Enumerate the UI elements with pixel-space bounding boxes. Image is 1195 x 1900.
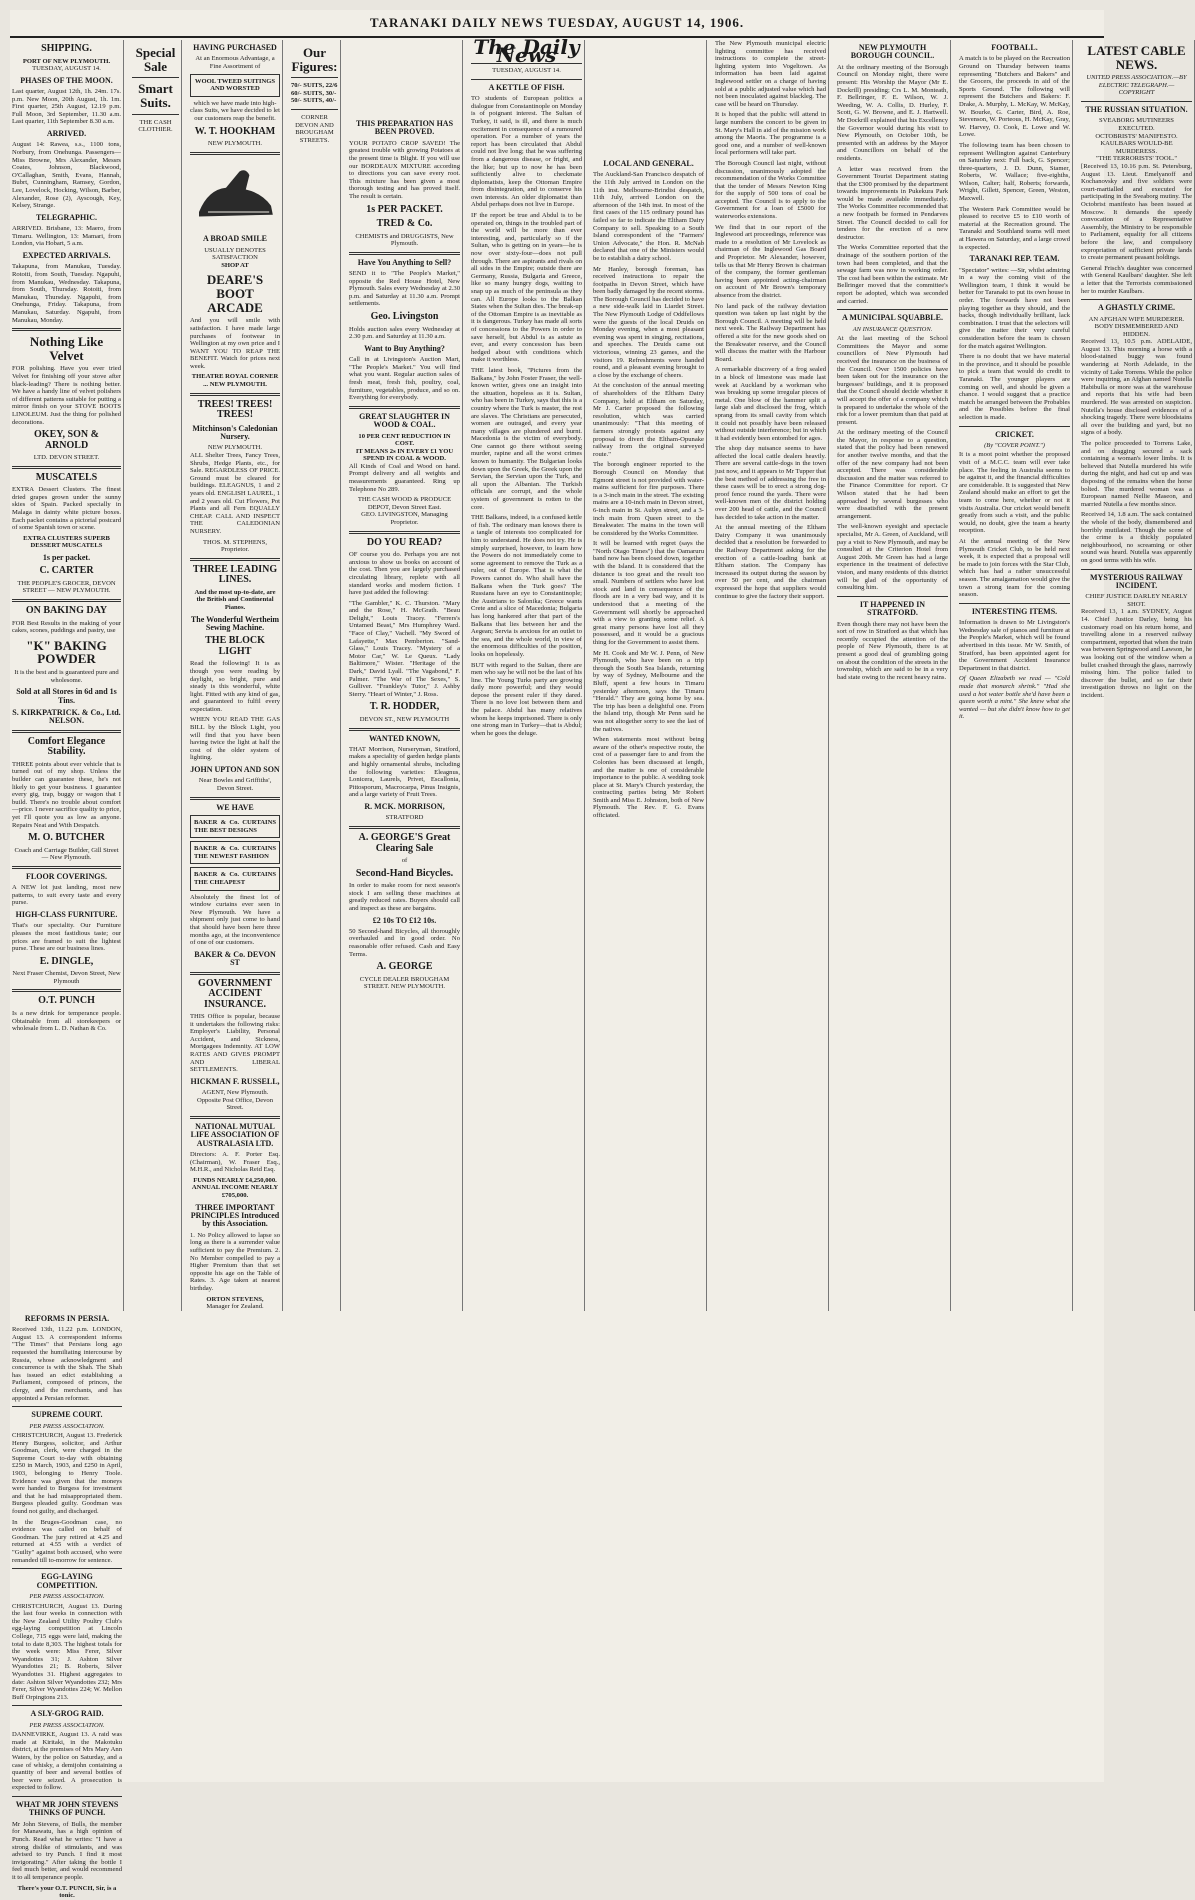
morrison-sub: STRATFORD xyxy=(385,814,424,822)
our-figures-heading: Our Figures: xyxy=(291,45,338,74)
baking-sub: It is the best and is guaranteed pure and wholesome. xyxy=(14,669,119,684)
expected-text: Takapuna, from Manukau, Tuesday. Rotoiti, from South, Tuesday. Ngapuhi, from Manukau, Wednesday. Takapuna, from South, Thursday. Rotoiti, from Manukau, Thursday. Ngapuhi, from Onehunga, Friday. Takapuna, from Manukau, Saturday. Ngapuhi, from Manukau, Monday. xyxy=(12,263,121,324)
divider xyxy=(190,797,280,800)
crime-subhead: AN AFGHAN WIFE MURDERER. xyxy=(1088,315,1185,323)
divider xyxy=(349,406,460,409)
cricket-sub: (By "COVER POINT.") xyxy=(984,441,1045,449)
read-heading: DO YOU READ? xyxy=(366,536,443,548)
deare-heading: DEARE'S BOOT ARCADE xyxy=(206,272,264,315)
upton-heading: JOHN UPTON AND SON xyxy=(190,765,280,775)
russia-subhead: OCTOBRISTS' MANIFESTO. xyxy=(1095,132,1178,140)
floor-text: A NEW lot just landing, most new patterns, to suit every taste and every purse. xyxy=(12,884,121,907)
divider xyxy=(349,728,460,731)
newspaper-page xyxy=(10,10,1192,1900)
column-grid xyxy=(10,35,1192,1900)
column-advertisements-a xyxy=(188,40,283,1311)
divider xyxy=(12,328,121,331)
figure-row xyxy=(291,82,338,90)
football-text: The following team has been chosen to represent Wellington against Canterbury on Saturday next: Full back, G. Spencer; three-quarters, J. D. Dunn, Stamer, Roberts, W. Wallace; five-eighths, Wilson, Calter; half, Roberts; forwards, Wright, Gillett, Spencer, Green, Weston, Maxwell. xyxy=(959,141,1070,203)
block-light-heading: THE BLOCK LIGHT xyxy=(205,635,265,657)
column-editorial xyxy=(469,35,585,1311)
crime-text: Received 13, 10.5 p.m. ADELAIDE, August 13. This morning a horse with a blood-stained buggy was found wandering at North Adelaide, in the vicinity of Lake Torrens. While the police were inquiring, an Afghan named Nutella Habibulla or more was at the warehouse and reports that his wife had been murdered. He was arrested on suspicion. Nutella's house disclosed evidences of a shocking tragedy. There were bloodstains all over the building and yard, but no signs of a body. xyxy=(1081,338,1192,437)
council-text: At the ordinary meeting of the Borough Council on Monday night, there were present: His Worship the Mayor (Mr E. Dockrill) presiding; Crs L. M. Monteath, F. Bellringer, F. E. Wilson, W. J. Weeding, W. A. Collis, D. Hurley, F. Scott, G. W. Browne, and E. J. Hartwell. Mr Dockrill explained that his Excellency the Governor would during his visit to New Plymouth, on October 10th, be presented with an address by the Mayor and Councillors on behalf of the residents. xyxy=(837,63,948,162)
column-sport xyxy=(957,40,1073,1311)
woollens-box: WOOL TWEED SUITINGS AND WORSTED xyxy=(190,74,280,97)
russia-text: General Frisch's daughter was concerned with General Kaulbars' daughter. She left a letter that the Terrorists commissioned her to murder Kaulbars. xyxy=(1081,264,1192,295)
govt-insurance-heading: GOVERNMENT ACCIDENT INSURANCE. xyxy=(198,977,272,1010)
purchased-more: which we have made into high-class Suits, we have decided to let our customers reap the benefit. xyxy=(190,99,280,122)
mutual-heading: NATIONAL MUTUAL LIFE ASSOCIATION OF AUSTRALASIA LTD. xyxy=(190,1121,280,1148)
railway-heading: MYSTERIOUS RAILWAY INCIDENT. xyxy=(1090,572,1183,590)
column-press-association xyxy=(10,1311,124,1900)
divider xyxy=(837,309,948,310)
shipping-date: TUESDAY, AUGUST 14. xyxy=(32,65,101,73)
sell-heading: Have You Anything to Sell? xyxy=(357,257,452,267)
punch-testimonial-heading: WHAT MR JOHN STEVENS THINKS OF PUNCH. xyxy=(15,1800,119,1818)
divider xyxy=(291,109,338,110)
hookham-sub: NEW PLYMOUTH. xyxy=(207,140,263,148)
mitchinson-location: NEW PLYMOUTH. xyxy=(207,444,263,452)
court-sub: PER PRESS ASSOCIATION. xyxy=(29,1422,105,1430)
wanted-heading: WANTED KNOWN, xyxy=(368,733,441,743)
court-text: CHRISTCHURCH, August 13. Frederick Henry Burgess, solicitor, and Arthur Goodman, clerk, were charged in the Supreme Court to-day with obtaining £250 in March, 1903, and £250 in April, 1903, belonging to Henry Toole. Evidence was given that the moneys were handed to Burgess for investment and that he had misappropriated them. Burgess pleaded guilty. Goodman was found not guilty, and discharged. xyxy=(12,1432,122,1516)
cable-sub: UNITED PRESS ASSOCIATION.—BY ELECTRIC TELEGRAPH.—COPYRIGHT xyxy=(1086,74,1187,97)
mitchinson-heading: Mitchinson's Caledonian Nursery. xyxy=(192,423,278,442)
livingston-heading: Geo. Livingston xyxy=(370,311,439,323)
column-shipping xyxy=(10,40,124,1311)
local-text: It is hoped that the public will attend in large numbers the concert to be given in St. Mary's Hall in aid of the mission work among the Maoris. The programme is a good one, and a number of well-known local performers will take part. xyxy=(715,111,826,157)
slaughter-pay: IT MEANS 2s IN EVERY £1 YOU SPEND IN COAL & WOOD. xyxy=(355,447,454,463)
interesting-text: Information is drawn to Mr Livingston's Wednesday sale of pianos and furniture at the People's Market, which will be found advertised in this issue. Mr W. Smith, of Stratford, has been appointed agent for the Government Accident Insurance Department in that district. xyxy=(959,619,1070,672)
george-of: of xyxy=(401,857,408,865)
cash-clothier: THE CASH CLOTHIER. xyxy=(138,118,173,134)
george-sign: A. GEORGE xyxy=(376,961,433,973)
divider xyxy=(190,558,280,561)
divider xyxy=(190,1116,280,1119)
divider xyxy=(190,393,280,396)
baker-text: Absolutely the finest lot of window curtains ever seen in New Plymouth. We have a shipment only just come to hand that should have been here three months ago, at the inconvenience of one of our customers. xyxy=(190,893,280,947)
velvet-heading: Nothing Like Velvet xyxy=(29,334,104,363)
divider xyxy=(12,989,121,992)
tred-sub: CHEMISTS and DRUGGISTS, New Plymouth. xyxy=(355,232,454,248)
figure-price: 60/- xyxy=(291,89,302,97)
divider xyxy=(12,1406,122,1407)
figure-row xyxy=(291,97,338,105)
column-special-sale xyxy=(130,40,182,1311)
court-heading: SUPREME COURT. xyxy=(31,1410,103,1420)
squabble-heading: A MUNICIPAL SQUABBLE. xyxy=(842,313,943,323)
furniture-text: That's our speciality. Our Furniture pleases the most fastidious taste; our prices are framed to suit the lightest purse. These are our business lines. xyxy=(12,922,121,953)
carter-sub: THE PEOPLE'S GROCER, DEVON STREET — NEW PLYMOUTH. xyxy=(17,579,116,595)
grog-sub: PER PRESS ASSOCIATION. xyxy=(29,1721,105,1729)
muscatels-price: 1s per packet. xyxy=(42,552,91,562)
george-price: £2 10s TO £12 10s. xyxy=(372,915,437,925)
divider xyxy=(12,1796,122,1797)
velvet-text: FOR polishing. Have you ever tried Velvet for finishing off your stove after black-leading? There is nothing better. We have a handy line of velvet polishers of different patterns suitable for putting a mirror finish on your STOVE BOOTS LINOLEUM. Just the thing for polished decorations. xyxy=(12,365,121,426)
hickman-sub: AGENT, New Plymouth. Opposite Post Office, Devon Street. xyxy=(196,1089,274,1112)
local-text: At the conclusion of the annual meeting of shareholders of the Eltham Dairy Company, held at Eltham on Saturday, Mr J. Carter proposed the following resolution, which was carried unanimously: "That this meeting of farmers strongly protests against any proposal to divert the Eltham-Opunake railway from the original surveyed route." xyxy=(593,382,704,458)
council-text: The Works Committee reported that the drainage of the southern portion of the town had been completed, and that the sewage farm was now in working order. The cost had been within the estimate. Mr Bellringer moved that the committee's report be adopted, which was seconded and carried. xyxy=(837,244,948,305)
local-text: The shop day nuisance seems to have affected the local cattle dealers heavily. There are several cattle-dogs in the town just now, and it appears to Mr Tupper that the best method of addressing the free in these cases will be to erect a strong dog-proof fence round the yards. There were well-known men of the district holding over 200 head of cattle, and the Council has decided to take action in the matter. xyxy=(715,445,826,521)
k-baking-powder: "K" BAKING POWDER xyxy=(26,637,107,667)
buy-heading: Want to Buy Anything? xyxy=(364,343,445,353)
slaughter-company: THE CASH WOOD & PRODUCE DEPOT, Devon Street East. xyxy=(357,496,452,511)
divider xyxy=(132,114,179,115)
baking-heading: ON BAKING DAY xyxy=(25,605,108,617)
column-our-figures xyxy=(289,40,341,1311)
crime-subhead: BODY DISMEMBERED AND HIDDEN. xyxy=(1094,323,1179,338)
local-text: The borough engineer reported to the Borough Council on Monday that Egmont street is not provided with water-mains sufficient for fire purposes. There is a 3-inch main in the street. The existing mains are a 10-inch main in Devon street, 6-inch main in St. Aubyn street, and a 3-inch main from Queen street to the Breakwater. The mains in the town will be considered by the Works Committee. xyxy=(593,461,704,537)
moon-heading: PHASES OF THE MOON. xyxy=(20,75,113,85)
persia-heading: REFORMS IN PERSIA. xyxy=(24,1313,110,1323)
punch-heading: O.T. PUNCH xyxy=(38,995,95,1007)
muscatels-heading: MUSCATELS xyxy=(35,471,98,483)
preparation-heading: THIS PREPARATION HAS BEEN PROVED. xyxy=(355,119,454,137)
divider xyxy=(1081,101,1192,102)
preparation-price: 1s PER PACKET. xyxy=(366,203,443,215)
crime-text: The police proceeded to Torrens Lake, and on dragging secured a sack containing a woman's lower limbs. It is believed that Nutella murdered his wife during the night, and had cut up and was disposing of the remains when the horse bolted. The murdered woman was a European named Nellie Maseon, and married Nutella a few months since. xyxy=(1081,440,1192,508)
divider xyxy=(291,77,338,78)
column-cable-news xyxy=(1079,40,1195,1311)
moon-text: Last quarter, August 12th, 1h. 24m. 17s. p.m. New Moon, 20th August, 1h. 1m. First quarter, 25th August, 12.19 p.m. Full Moon, 3rd September, 11.30 a.m. Last quarter, 11th September 8.30 a.m. xyxy=(12,88,121,126)
russia-subhead: SVEABORG MUTINEERS EXECUTED. xyxy=(1099,117,1174,133)
kettle-text: TO students of European politics a dialogue from Constantinople on Monday is of poignant interest. The Sultan of Turkey, it said, is ill, and there is much excitement in consequence of a rumoured operation. For a number of years the report has been circulated that Abdul could not live long; that he was suffering from a dangerous disease, or fright, and the like; but up to now he has been sufficiently alive to checkmate diplomatists, keep the Ottoman Empire from disintegration, and to conserve his own interests. An older diplomatist than Abdul perhaps does not live in Europe. xyxy=(471,95,582,209)
divider xyxy=(12,599,121,602)
interesting-heading: INTERESTING ITEMS. xyxy=(971,606,1058,616)
taranaki-heading: TARANAKI REP. TEAM. xyxy=(969,254,1060,264)
preparation-text: YOUR POTATO CROP SAVED! The greatest trouble with growing Potatoes at the present time is Blight. If you will use our BORDEAUX MIXTURE according to directions you can save every root. This mixture has been given a most thorough testing and has proved itself. The result is certain. xyxy=(349,139,460,200)
column-local-general xyxy=(591,40,707,1311)
smart-suits-heading: Smart Suits. xyxy=(138,81,173,110)
railway-text: Received 13, 1 a.m. SYDNEY, August 14. Chief Justice Darley, being his customary road on his return home, and travelling alone in a reserved railway compartment, reported that when the train was between Springwood and Lawson, he was looking out of the window when a bullet crashed through the glass, narrowly missing him. The police failed to discover the bullet, and so far their investigation throws no light on the incident. xyxy=(1081,608,1192,699)
council-text: A letter was received from the Government Tourist Department stating that the £300 promised by the department towards improvements in Pukekura Park would be made available immediately. The Works Committee recommended that a new footpath be formed in Pendarves Street. The Council decided to call for tenders for the erection of a new destructor. xyxy=(837,165,948,241)
cricket-heading: CRICKET. xyxy=(995,429,1034,439)
wanted-text: THAT Morrison, Nurseryman, Stratford, makes a speciality of garden hedge plants and highly ornamental shrubs, including the following varieties: Eleagnus, Lonicera, Laurels, Privet, Escallonia, Pittosporum, Macrocarpa, Pinus Insignis, and a large variety of Fruit Trees. xyxy=(349,745,460,799)
divider xyxy=(837,596,948,597)
divider xyxy=(349,826,460,829)
deare-text: And you will smile with satisfaction. I have made large purchases of footwear in Wellington at my own price and I WANT YOU TO REAP THE BENEFIT. Watch for prices next week. xyxy=(190,317,280,370)
divider xyxy=(12,866,121,869)
figure-row xyxy=(291,90,338,98)
local-text: The Borough Council last night, without discussion, unanimously adopted the recommendation of the Works Committee that the tender of Messrs Newton King for the supply of 500 tons of coal be accepted. The Council is to apply to the Government for a loan of £5000 for waterworks extensions. xyxy=(715,159,826,221)
editorial-date: TUESDAY, AUGUST 14. xyxy=(492,67,561,75)
persia-text: Received 13th, 11.22 p.m. LONDON, August 13. A correspondent informs "The Times" that Persians long ago requested the humiliating intercourse by Russia, whose acknowledgment and concurrence is with the Shah. The Shah has issued an edict establishing a Parliament, composed of princes, the clergy, and the merchants, and has appointed a Persian reformer. xyxy=(12,1326,122,1402)
trees-heading: TREES! TREES! TREES! xyxy=(197,398,273,421)
football-text: The Western Park Committee would be pleased to receive £5 to £10 worth of material at the Recreation ground. The Taranaki and Southland teams will meet at Hawera on Saturday, and a large crowd is expected. xyxy=(959,205,1070,251)
tred-heading: TRED & Co. xyxy=(376,218,433,230)
muscatels-text: EXTRA Dessert Clusters. The finest dried grapes grown under the sunny skies of Spain. Packed specially in Malaga in dainty white picture boxes. Each packet contains a pictorial postcard of some Spanish town or scene. xyxy=(12,486,121,532)
divider xyxy=(12,1568,122,1569)
taranaki-text: There is no doubt that we have material in the province, and it should be possible to pick a team that would do credit to Taranaki. The younger players are coming on well, and should be given a chance. I would suggest that a practice match be arranged between the Probables and the Possibles before the final selection is made. xyxy=(959,353,1070,421)
cable-heading: LATEST CABLE NEWS. xyxy=(1087,43,1186,72)
figure-suits: SUITS, 22/6 xyxy=(303,82,338,90)
three-lines-heading: THREE LEADING LINES. xyxy=(192,563,278,586)
telegraphic-text: ARRIVED. Brisbane, 13: Maero, from Timaru. Wellington, 13: Mamari, from London, via Hobart, 5 a.m. xyxy=(12,225,121,248)
morrison-heading: R. MCK. MORRISON, xyxy=(364,802,445,812)
baker-row: BAKER & Co. CURTAINS THE NEWEST FASHION xyxy=(190,841,280,864)
grog-text: DANNEVIRKE, August 13. A raid was made at Kiritaki, in the Makotuku district, at the premises of Mrs Mary Ann Waters, by the police on Saturday, and a case of whisky, a demijohn containing a quantity of beer and several bottles of beer were seized. A prosecution is expected to follow. xyxy=(12,1731,122,1792)
shipping-heading: SHIPPING. xyxy=(41,43,92,54)
livingston-text: Holds auction sales every Wednesday at 2.30 p.m. and Saturday at 11.30 a.m. xyxy=(349,325,460,341)
divider xyxy=(471,79,582,80)
slaughter-sub: 10 PER CENT REDUCTION IN COST. xyxy=(358,432,451,448)
dingle-sub: Next Fraser Chemist, Devon Street, New Plymouth xyxy=(12,970,121,985)
baker-row: BAKER & Co. CURTAINS THE CHEAPEST xyxy=(190,867,280,890)
squabble-sub: AN INSURANCE QUESTION. xyxy=(852,325,933,333)
boot-illustration xyxy=(190,159,280,229)
trees-text: ALL Shelter Trees, Fancy Trees, Shrubs, Hedge Plants, etc., for Sale. REGARDLESS OF PRICE. Ground must be cleared for buildings. ELEAGNUS, 1 and 2 years old. ENGLISH LAUREL, 1 and 2 years old. Cut Flowers, Pot Plants and all Fern EQUALLY CHEAP. CALL AND INSPECT THE CALEDONIAN NURSERY. xyxy=(190,452,280,535)
egg-heading: EGG-LAYING COMPETITION. xyxy=(36,1572,98,1590)
special-sale-heading: Special Sale xyxy=(135,45,176,74)
purchased-text: At an Enormous Advantage, a Fine Assortment of xyxy=(195,55,275,70)
column-borough-council xyxy=(835,40,951,1311)
hookham-heading: W. T. HOOKHAM xyxy=(194,125,276,137)
cricket-text: It is a moot point whether the proposed visit of a M.C.C. team will ever take place. The feeling in Australia seems to be against it, and the financial difficulties are considerable. It is suggested that New Zealand should make an effort to get the team to come here, whether or not it visits Australia. Our cricket would benefit greatly from such a visit, and the public would, no doubt, give the team a hearty reception. xyxy=(959,451,1070,535)
arrived-heading: ARRIVED. xyxy=(46,129,87,139)
slaughter-sign: GEO. LIVINGSTON, Managing Proprietor. xyxy=(361,511,448,527)
hodder-sub: DEVON ST., NEW PLYMOUTH xyxy=(359,715,450,723)
punch-text: Is a new drink for temperance people. Obtainable from all storekeepers or wholesale from L. D. Nathan & Co. xyxy=(12,1009,121,1033)
local-text: No land pack of the railway deviation question was taken up last night by the Borough Council. A meeting will be held next week. The Railway Department has offered a site for the new goods shed on the Breakwater reserve, and the Council will discuss the matter with the Harbour Board. xyxy=(715,302,826,363)
baker-row: BAKER & Co. CURTAINS THE BEST DESIGNS xyxy=(190,815,280,838)
football-heading: FOOTBALL. xyxy=(991,43,1038,52)
figure-price: 70/- xyxy=(291,82,302,90)
divider xyxy=(190,972,280,975)
principles-heading: THREE IMPORTANT PRINCIPLES Introduced by this Association. xyxy=(190,1202,280,1229)
egg-sub: PER PRESS ASSOCIATION. xyxy=(29,1592,105,1600)
divider xyxy=(12,466,121,469)
poem-text: Of Queen Elizabeth we read — "Cold made that monarch shrink." "Had she used a hot water bottle she'd have been a queen worth a mint." She knew what she wanted — but she didn't know how to get it. xyxy=(959,675,1070,721)
kettle-heading: A KETTLE OF FISH. xyxy=(488,82,565,92)
local-text: Mr Hanley, borough foreman, has received instructions to repair the footpaths in Devon Street, which have been badly damaged by the recent storms. The Borough Council has decided to have a new side-walk laid in Liardet Street. The New Plymouth Lodge of Oddfellows were the guests of the local Druids on Monday evening, when a most pleasant evening was spent in singing, recitations, and speeches. The Druids came out victorious, winning 23 games, and the visitors 19. Refreshments were handed round, and a pleasant evening brought to a close by the exchange of cheers. xyxy=(593,265,704,379)
divider xyxy=(12,1705,122,1706)
orton-heading: ORTON STEVENS, xyxy=(206,1295,264,1303)
george-heading: A. GEORGE'S Great Clearing Sale xyxy=(358,832,451,854)
russia-text: [Received 13, 10.16 p.m. St. Petersburg, August 13. Lieut. Emelyanoff and Kochanovsky and five soldiers were court-martialled and executed for participating in the Sveaborg mutiny. The Octobrist manifesto has been issued at Moscow. It demands the speedy convocation of a Representative Assembly, the Ministry to be responsible to Parliament, equality for all citizens before the law, and compulsory expropriation of sufficient private lands to create permanent peasant holdings. xyxy=(1081,163,1192,262)
cricket-text: At the annual meeting of the New Plymouth Cricket Club, to be held next week, it is expected that a proposal will be made to join forces with the Star Club, which has had a rather unsuccessful season. The amalgamation would give the town a strong team for the coming season. xyxy=(959,538,1070,599)
govt-insurance-text: THIS Office is popular, because it undertakes the following risks: Employer's Liability, Personal Accident, and Sickness, Mortgagees Indemnity. AT LOW RATES AND GIVES PROMPT AND LIBERAL SETTLEMENTS. xyxy=(190,1013,280,1074)
council-heading: NEW PLYMOUTH BOROUGH COUNCIL. xyxy=(850,43,935,61)
carter-heading: C. CARTER xyxy=(39,565,94,577)
baker-heading: WE HAVE xyxy=(216,802,254,812)
okey-sub: LTD. DEVON STREET. xyxy=(33,454,100,462)
kirkpatrick-heading: S. KIRKPATRICK. & Co., Ltd. NELSON. xyxy=(12,707,121,726)
divider xyxy=(190,152,280,155)
comfort-heading: Comfort Elegance Stability. xyxy=(27,735,106,758)
local-text: We find that in our report of the Inglewood art proceedings, reference was made to a resolution of Mr Lovelock as chairman of the Inglewood Gas Board and Proprietor. Mr Alexander, however, tells us that Mr Henry Brown is chairman of the company, the former gentleman having been appointed acting-chairman on account of Mr Brown's temporary absence from the district. xyxy=(715,223,826,299)
punch-testimonial-text: Mr John Stevens, of Bulls, the member for Manawatu, has a high opinion of Punch. Read what he writes: "I have a strong dislike of stimulants, and was advised to try Punch. I find it most invigorating." After taking the bottle I feel much better, and would recommend it to all temperance people. xyxy=(12,1820,122,1881)
kettle-text: THE latest book, "Pictures from the Balkans," by John Foster Fraser, the well-known writer, gives one an insight into the situation, hopeless as it is. Sultan, who has been in Turkey, says that this is a country where the Turk is master, the rest are slaves. The Christians are persecuted, women are outraged, and every year many villages are plundered and burnt. Macedonia is the victim of everybody. One cannot go there without seeing murder, rapine and all the worst crimes known to humanity. The Bulgarian looks down upon the Greek, the Greek upon the Servian, the Servian upon the Turk, and all upon the Albanian. The Turkish officials are corrupt, and the whole system of government is rotten to the core. xyxy=(471,366,582,511)
furniture-heading: HIGH-CLASS FURNITURE. xyxy=(15,909,118,919)
okey-heading: OKEY, SON & ARNOLD xyxy=(34,429,99,451)
three-lines-text: And the most up-to-date, are the British and Continental Pianos. xyxy=(194,588,276,611)
baking-sold: Sold at all Stores in 6d and 1s Tins. xyxy=(16,687,117,705)
mutual-income: ANNUAL INCOME NEARLY £705,000. xyxy=(191,1184,279,1200)
trees-sign: THOS. M. STEPHENS, Proprietor. xyxy=(203,538,267,554)
wertheim-heading: The Wonderful Wertheim Sewing Machine. xyxy=(190,614,280,632)
local-text: Mr H. Cook and Mr W. J. Penn, of New Plymouth, who have been on a trip through the South Sea Islands, returning by way of Sydney, Melbourne and the Bluff, spent a few hours in Timaru yesterday afternoon, says the Timaru "Herald." They are going home by sea. The trip has been a delightful one. From the Island trip, though Mr Penn said he was not altogether sorry to see the last of the natives. xyxy=(593,649,704,733)
hickman-heading: HICKMAN F. RUSSELL, xyxy=(190,1076,280,1086)
crime-heading: A GHASTLY CRIME. xyxy=(1098,303,1175,313)
russia-subhead: KAULBARS WOULD-BE MURDERESS. xyxy=(1100,140,1173,155)
punch-tail: There's your O.T. PUNCH, Sir, is a tonic. xyxy=(17,1884,117,1900)
figure-suits: SUITS, 40/- xyxy=(303,97,337,105)
corner-address: CORNER DEVON AND BROUGHAM STREETS. xyxy=(295,114,334,144)
egg-text: CHRISTCHURCH, August 13. During the last four weeks in connection with the New Zealand Utility Poultry Club's egg-laying competition at Lincoln College, 715 eggs were laid, making the total to date 8,303. The highest totals for the week were: Miss Ferer, Silver Wyandottes 31; J. Ashton Silver Wyandottes 21; B. Roberts, Silver Wyandottes 31. Highest aggregates to date: Ashton Silver Wyandottes 232; Mrs Ferer, Silver Wyandottes 224; W. Mellon Buff Orpingtons 213. xyxy=(12,1602,122,1701)
squabble-text: At the last meeting of the School Committees the Mayor and some councillors of New Plymouth had received the insurance on the business of the Council. Over 1500 policies have been taken out for the insurance on the burgesses' buildings, and it is proposed that the Council should decide whether it will accept the offer of a company which is prepared to undertake the whole of the risk for a lower premium than that paid at present. xyxy=(837,335,948,426)
telegraphic-heading: TELEGRAPHIC. xyxy=(35,212,98,222)
local-text: When statements most without being aware of the other's respective route, the cost of a passenger fare to and from the Colonies has been discussed at length, and the matter is one of considerable importance to the public. A wedding took place at St. Mary's Church yesterday, the contracting parties being Mr Robert Smith and Miss E. Johnston, both of New Plymouth. The Rev. F. G. Evans officiated. xyxy=(593,736,704,820)
comfort-text: THREE points about ever vehicle that is turned out of my shop. Unless the builder can guarantee these, he's not likely to get your business. I guarantee every gig, trap, buggy or wagon that I build. There's no trouble about comfort—price. I never sacrifice quality to price, yet I'll quote you as low as anyone. Repairs Neat and With Despatch. xyxy=(12,760,121,829)
principles-text: 1. No Policy allowed to lapse so long as there is a surrender value sufficient to pay the Premium. 2. No Member compelled to pay a Higher Premium than that set opposite his age on the Table of Rates. 3. Age taken at nearest birthday. xyxy=(190,1231,280,1292)
local-text: The Auckland-San Francisco despatch of the 11th July arrived in London on the 11th inst. Melbourne-Brindisi despatch, 11th July, arrived London on the afternoon of the 14th inst. In most of the first cases of the 115 ordinary pound has failed so far to indicate the Eltham Dairy Company to sell. Speaking to a South Island correspondent of the "Farmers' Union Advocate," the Hon. R. McNab declared that one of the Ministers would be to establish a dairy school. xyxy=(593,171,704,262)
stratford-heading: IT HAPPENED IN STRATFORD. xyxy=(859,599,926,618)
purchased-heading: HAVING PURCHASED xyxy=(193,43,277,52)
taranaki-text: "Spectator" writes: —Sir, whilst admiring in a way the coming visit of the Wellington team, I think it would be better for Taranaki to put its own house in order. The forwards have not been playing together as they should, and the backs, though individually brilliant, lack combination. I trust that the selectors will give the matter their very careful consideration before the team is chosen for the match against Wellington. xyxy=(959,266,1070,350)
smile-sub: USUALLY DENOTES SATISFACTION xyxy=(204,246,266,262)
divider xyxy=(349,531,460,534)
port-line: PORT OF NEW PLYMOUTH. xyxy=(22,57,111,65)
daily-news-title: The Daily News xyxy=(471,40,582,64)
kettle-text: THE Balkans, indeed, is a confused kettle of fish. The ordinary man knows there is a tangle of interests too complicated for him to understand. He does not try. He is simply surprised, however, to learn how the Powers do not immediately come to some agreement to remove the Turk as a ruler, out of Europe. That is what the Powers cannot do. Who shall have the Balkans when the Turk goes? The Russians have an eye to Constantinople; the Austrians to Salonika; Greece wants Crete and a slice of Macedonia; Bulgaria has long hankered after that part of the Balkans that lies between her and the Aegean; Servia is anxious for an outlet to the sea, and the whole world, in view of the enormous difficulties of the position, looks on hopelessly. xyxy=(471,514,582,658)
shop-at: SHOP AT xyxy=(221,261,249,269)
read-text: OF course you do. Perhaps you are not anxious to show us books on account of the cost. Then you are largely purchased circulating library, replete with all standard works and modern fiction. I have just added the following: xyxy=(349,551,460,597)
column-local-continued xyxy=(713,40,829,1311)
george-more: 50 Second-hand Bicycles, all thoroughly overhauled and in good order. No reasonable offer refused. Cash and Easy Terms. xyxy=(349,927,460,958)
divider xyxy=(349,252,460,255)
squabble-text: At the ordinary meeting of the Council the Mayor, in response to a question, stated that the policy had been renewed for another twelve months, and that the offer of the new company had not been accepted. There was considerable discussion and the matter was referred to the Finance Committee for report. Cr Wilson stated that he had been approached by several burgesses who were dissatisfied with the present arrangement. xyxy=(837,429,948,520)
mutual-funds: FUNDS NEARLY £4,250,000. xyxy=(193,1176,277,1184)
squabble-text: The well-known eyesight and spectacle specialist, Mr A. Green, of Auckland, will pay a visit to New Plymouth, and may be consulted at the Criterion Hotel from August 20th. Mr Green has had a large experience in the treatment of defective vision, and many residents of this district will be glad of the opportunity of consulting him. xyxy=(837,523,948,592)
read-list: "The Gambler," K. C. Thurston. "Mary and the Rose," H. McGrath. "Beau Delight," Louis Tracey. "Ferrers's Untamed Beast," Mrs Humphrey Ward. "Face of Clay," Vachell. "My Sword of Lafayette," Max Pemberton. "Sand-Glass," Louis Tracey. "Mystery of a Motor Car," W. Le Queux. "Lady Baltimore," Wister. "Heritage of the Dark," David Lyall. "The Vagabond," F. Palmer. "The War of The Sexes," S. Gulliver. "Frankley's Tutor," J. Ashby Sterry. "Heart of Winter," J. Ross. xyxy=(349,599,460,698)
george-address: CYCLE DEALER BROUGHAM STREET. NEW PLYMOUTH. xyxy=(359,975,450,991)
second-hand-heading: Second-Hand Bicycles. xyxy=(355,867,454,879)
grog-heading: A SLY-GROG RAID. xyxy=(30,1709,104,1719)
buy-text: Call in at Livingston's Auction Mart, "The People's Market." You will find what you want. Regular auction sales of fresh meat, fresh fish, poultry, coal, furniture, vegetables, produce, and so on. Everything for everybody. xyxy=(349,356,460,402)
orton-sub: Manager for Zealand. xyxy=(206,1303,264,1311)
local-text: The New Plymouth municipal electric lighting committee has received instructions to complete the street-lighting system into Vogeltown. As information has been laid against Inglewood settler on a charge of having sold at a public adjusted value which had not been inoculated against blackleg. The case will be heard on Thursday. xyxy=(715,40,826,108)
floor-heading: FLOOR COVERINGS. xyxy=(26,871,107,881)
block-light-text: Read the following! It is as though you were reading by daylight, so bright, pure and steady is this wonderful, white light. Fitted with any kind of gas, and guaranteed to fulfil every expectation. xyxy=(190,660,280,713)
divider xyxy=(1081,299,1192,300)
local-text: A remarkable discovery of a frog sealed in a block of limestone was made last week at Auckland by a workman who was breaking up some irregular pieces of metal. One blow of the hammer split a large slab and disclosed the frog, which sprang from its small cavity from which it could not possibly have been released without outside interference; but in which it had evidently been entombed for ages. xyxy=(715,366,826,442)
local-text: At the annual meeting of the Eltham Dairy Company it was unanimously decided that a resolution be forwarded to the Railway Department asking for the erection of a cattle-loading bank at Eltham station. The Company has increased its output during the season by over 50 per cent, and the chairman expressed the hope that suppliers would continue to give the factory their support. xyxy=(715,524,826,600)
figure-suits: SUITS, 30/- xyxy=(303,89,337,97)
dingle-heading: E. DINGLE, xyxy=(39,955,94,967)
george-text: In order to make room for next season's stock I am selling these machines at greatly reduced rates. Buyers should call and inspect as these are bargains. xyxy=(349,882,460,912)
masthead: TARANAKI DAILY NEWS TUESDAY, AUGUST 14, 1906. xyxy=(10,10,1104,38)
divider xyxy=(132,77,179,78)
mutual-directors: Directors: A. F. Porter Esq. (Chairman), W. Fraser Esq., M.H.R., and Nicholas Reid Esq. xyxy=(190,1151,280,1174)
baking-text: FOR Best Results in the making of your cakes, scones, puddings and pastry, use xyxy=(12,619,121,635)
local-text: It will be learned with regret (says the "North Otago Times") that the Oamaruru band now has been closed down, together with the Island. It is considered that the distance is too great and the result too small. Numbers of settlers who have lost stock and land in consequence of the floods are in a very bad way, and it is understood that a meeting of the Government will shortly be approached with a view to granting some relief. A great many persons have lost all they possessed, and it would be a gracious thing for the Government to assist them. xyxy=(593,540,704,647)
russia-heading: THE RUSSIAN SITUATION. xyxy=(1085,105,1188,115)
butcher-sub: Coach and Carriage Builder, Gill Street — New Plymouth. xyxy=(14,846,119,862)
divider xyxy=(1081,569,1192,570)
football-text: A match is to be played on the Recreation Ground on Thursday between teams representing "Butchers and Bakers" and the Grocers, the proceeds in aid of the Sports Ground. The following will represent the Butchers and Bakers: F. Drake, A. Murphy, L. McKay, W. McKay, W. Bourke, G. Carter, Bird, A. Roe, Stevenson, W. Porteous, H. McKay, Gray, W. Harvey, O. Cook, E. Lowe and W. Lowe. xyxy=(959,55,1070,139)
expected-heading: EXPECTED ARRIVALS. xyxy=(22,250,111,260)
upton-sub: Near Bowles and Griffiths', Devon Street. xyxy=(198,777,272,793)
baker-sign: BAKER & Co. DEVON ST xyxy=(194,949,276,968)
butcher-heading: M. O. BUTCHER xyxy=(28,832,105,844)
smile-heading: A BROAD SMILE xyxy=(202,234,267,244)
kettle-text: IF the report be true and Abdul is to be operated on, things in the troubled part of the world will be more than ever interesting, and, particularly so if the Sultan, who is getting on in years—he is now over sixty-four—does not pull through. There are aspirants and rivals on all sides in the Empire; outside there are Germany, Russia, Bulgaria and Greece, like so many hungry dogs, waiting to snap up as much of the peninsula as they can. All Europe looks to the Balkan States when the Sultan dies. The break-up of the Ottoman Empire is as inevitable as it is dangerous. Turkey has made all sorts of concessions to the Powers in order to save herself, but Abdul is as astute as ever, and every concession has been hedged about with conditions which make it worthless. xyxy=(471,212,582,364)
arrived-text: August 14: Rawea, s.s., 1100 tons, Norbury, from Onehunga. Passengers—Miss Browne, Mrs Alexander, Messrs Coates, Johnson, Blackwood, O'Callaghan, Smith, Evans, Hannah, Bubrt, Cunningham, Ramsey, Gordon, Lee, Lovelock, Hocking, Wilson, Barber, Alexander, Rose (2), Ayscough, Key, Kelsey, Strange. xyxy=(12,141,121,210)
crime-text: Received 14, 1.8 a.m. The sack contained the whole of the body, dismembered and horribly mutilated. Though the scene of the crime is a thickly populated neighbourhood, no screaming or other sound was heard. Nutella was apparently on good terms with his wife. xyxy=(1081,511,1192,564)
slaughter-heading: GREAT SLAUGHTER IN WOOD & COAL. xyxy=(359,411,450,430)
slaughter-text: All Kinds of Coal and Wood on hand. Prompt delivery and all weights and measurements guaranteed. Ring up Telephone No 289. xyxy=(349,462,460,493)
hodder-heading: T. R. HODDER, xyxy=(369,701,440,713)
russia-subhead: "THE TERRORISTS' TOOL." xyxy=(1095,155,1178,163)
sell-text: SEND it to "The People's Market," opposite the Red House Hotel, New Plymouth. Sales every Wednesday at 2.30 p.m. and Saturday at 11.30 a.m. Prompt settlements. xyxy=(349,270,460,308)
court-text: In the Bruges-Goodman case, no evidence was called on behalf of Goodman. The jury retired at 4.25 and returned at 4.55 with a verdict of "Guilty" against both accused, who were remanded till to-morrow for sentence. xyxy=(12,1518,122,1564)
muscatels-extra: EXTRA CLUSTERS SUPERB DESSERT MUSCATELS xyxy=(23,534,110,550)
divider xyxy=(959,426,1070,427)
divider xyxy=(959,603,1070,604)
kettle-text: BUT with regard to the Sultan, there are men who say he will not be the last of his line. The Young Turks party are growing daily more powerful; and they would depose the present ruler if they dared. There is no love lost between them and the palace. Abdul has many relatives whom he keeps imprisoned. There is only one strong man in Turkey—that is Abdul; when he goes the deluge. xyxy=(471,661,582,737)
deare-address: THEATRE ROYAL CORNER ... NEW PLYMOUTH. xyxy=(191,373,279,389)
local-heading: LOCAL AND GENERAL. xyxy=(603,159,694,168)
block-light-more: WHEN YOU READ THE GAS BILL by the Block Light, you will find that you have been having twice the light at half the cost of the older system of lighting. xyxy=(190,716,280,762)
stratford-text: Even though there may not have been the sort of row in Stratford as that which has recently occupied the attention of the people of New Plymouth, there is at present a good deal of grumbling going on about the condition of the streets in the township, which are said to be in a very bad state owing to the recent heavy rains. xyxy=(837,620,948,681)
divider xyxy=(12,730,121,733)
figure-price: 50/- xyxy=(291,97,302,105)
column-advertisements-b xyxy=(347,40,463,1311)
railway-sub: CHIEF JUSTICE DARLEY NEARLY SHOT. xyxy=(1085,593,1188,608)
